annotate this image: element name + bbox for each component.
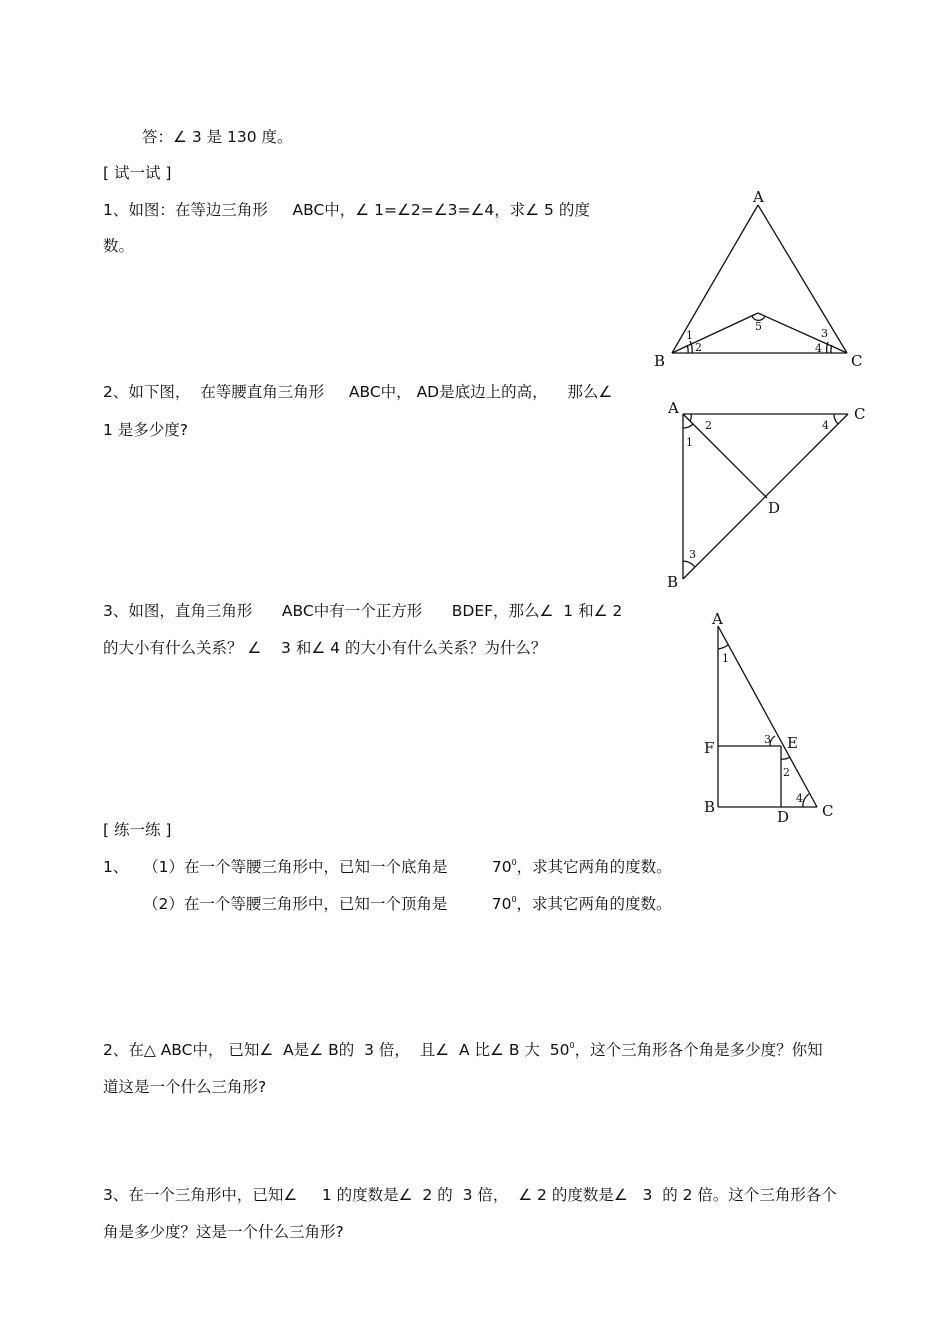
angle-label: 3	[689, 548, 696, 561]
practice-q3-line1: 3、在一个三角形中，已知∠ 1 的度数是∠ 2 的 3 倍， ∠ 2 的度数是∠ 3 的 2 倍。这个三角形各个	[103, 1186, 837, 1204]
vertex-label: F	[704, 739, 715, 757]
vertex-label: C	[854, 405, 866, 423]
angle-label: 1	[686, 329, 693, 342]
angle-label: 2	[695, 341, 702, 354]
try-q2-line2: 1 是多少度?	[103, 421, 189, 439]
try-q1-line1: 1、如图：在等边三角形 ABC中，∠ 1=∠2=∠3=∠4，求∠ 5 的度	[103, 201, 590, 219]
vertex-label: C	[851, 352, 863, 370]
vertex-label: B	[667, 573, 679, 591]
angle-label: 3	[764, 733, 771, 746]
vertex-label: D	[777, 808, 790, 826]
practice-q2-line2: 道这是一个什么三角形?	[103, 1078, 267, 1096]
angle-label: 2	[783, 766, 790, 779]
figure-isosceles-right-triangle	[660, 395, 880, 595]
vertex-label: E	[787, 734, 798, 752]
degree-mark: 0	[511, 895, 517, 904]
try-q3-line1: 3、如图，直角三角形 ABC中有一个正方形 BDEF，那么∠ 1 和∠ 2	[103, 602, 623, 620]
section-heading-try: [ 试一试 ]	[103, 164, 172, 182]
degree-mark: 0	[569, 1041, 575, 1050]
angle-label: 1	[722, 652, 729, 665]
angle-label: 4	[822, 419, 829, 432]
angle-label: 2	[705, 419, 712, 432]
section-heading-practice: [ 练一练 ]	[103, 821, 172, 839]
answer-line: 答：∠ 3 是 130 度。	[142, 128, 293, 146]
practice-q3-line2: 角是多少度？这是一个什么三角形?	[103, 1223, 344, 1241]
angle-label: 1	[686, 436, 693, 449]
practice-q2-line1	[103, 1040, 823, 1060]
try-q1-line2: 数。	[103, 237, 135, 255]
vertex-label: B	[654, 352, 666, 370]
vertex-label: B	[704, 798, 716, 816]
try-q2-line1: 2、如下图， 在等腰直角三角形 ABC中， AD是底边上的高， 那么∠	[103, 383, 613, 401]
degree-mark: 0	[511, 858, 517, 867]
figure-right-triangle-square	[695, 605, 855, 825]
vertex-label: A	[753, 188, 764, 206]
practice-q2-line1-suffix: ，这个三角形各个角是多少度？你知	[574, 1041, 823, 1059]
vertex-label: D	[768, 499, 781, 517]
practice-q1-part1-suffix: ，求其它两角的度数。	[516, 858, 672, 876]
angle-label: 3	[821, 327, 828, 340]
angle-label: 4	[815, 342, 822, 355]
practice-q1-part2-suffix: ，求其它两角的度数。	[516, 895, 672, 913]
vertex-label: C	[822, 802, 834, 820]
practice-q1-part1	[103, 857, 672, 877]
practice-q2-line1-text: 2、在△ ABC中， 已知∠ A是∠ B的 3 倍， 且∠ A 比∠ B 大 50	[103, 1041, 570, 1059]
figure-equilateral-triangle	[654, 185, 880, 375]
vertex-label: A	[712, 610, 723, 628]
practice-q1-part2	[143, 894, 672, 914]
practice-q1-part1-text: 1、 （1）在一个等腰三角形中，已知一个底角是 70	[103, 858, 512, 876]
practice-q1-part2-text: （2）在一个等腰三角形中，已知一个顶角是 70	[143, 895, 512, 913]
try-q3-line2: 的大小有什么关系？ ∠ 3 和∠ 4 的大小有什么关系？为什么？	[103, 639, 547, 657]
angle-label: 4	[796, 792, 803, 805]
angle-label: 5	[755, 320, 762, 333]
vertex-label: A	[668, 399, 679, 417]
